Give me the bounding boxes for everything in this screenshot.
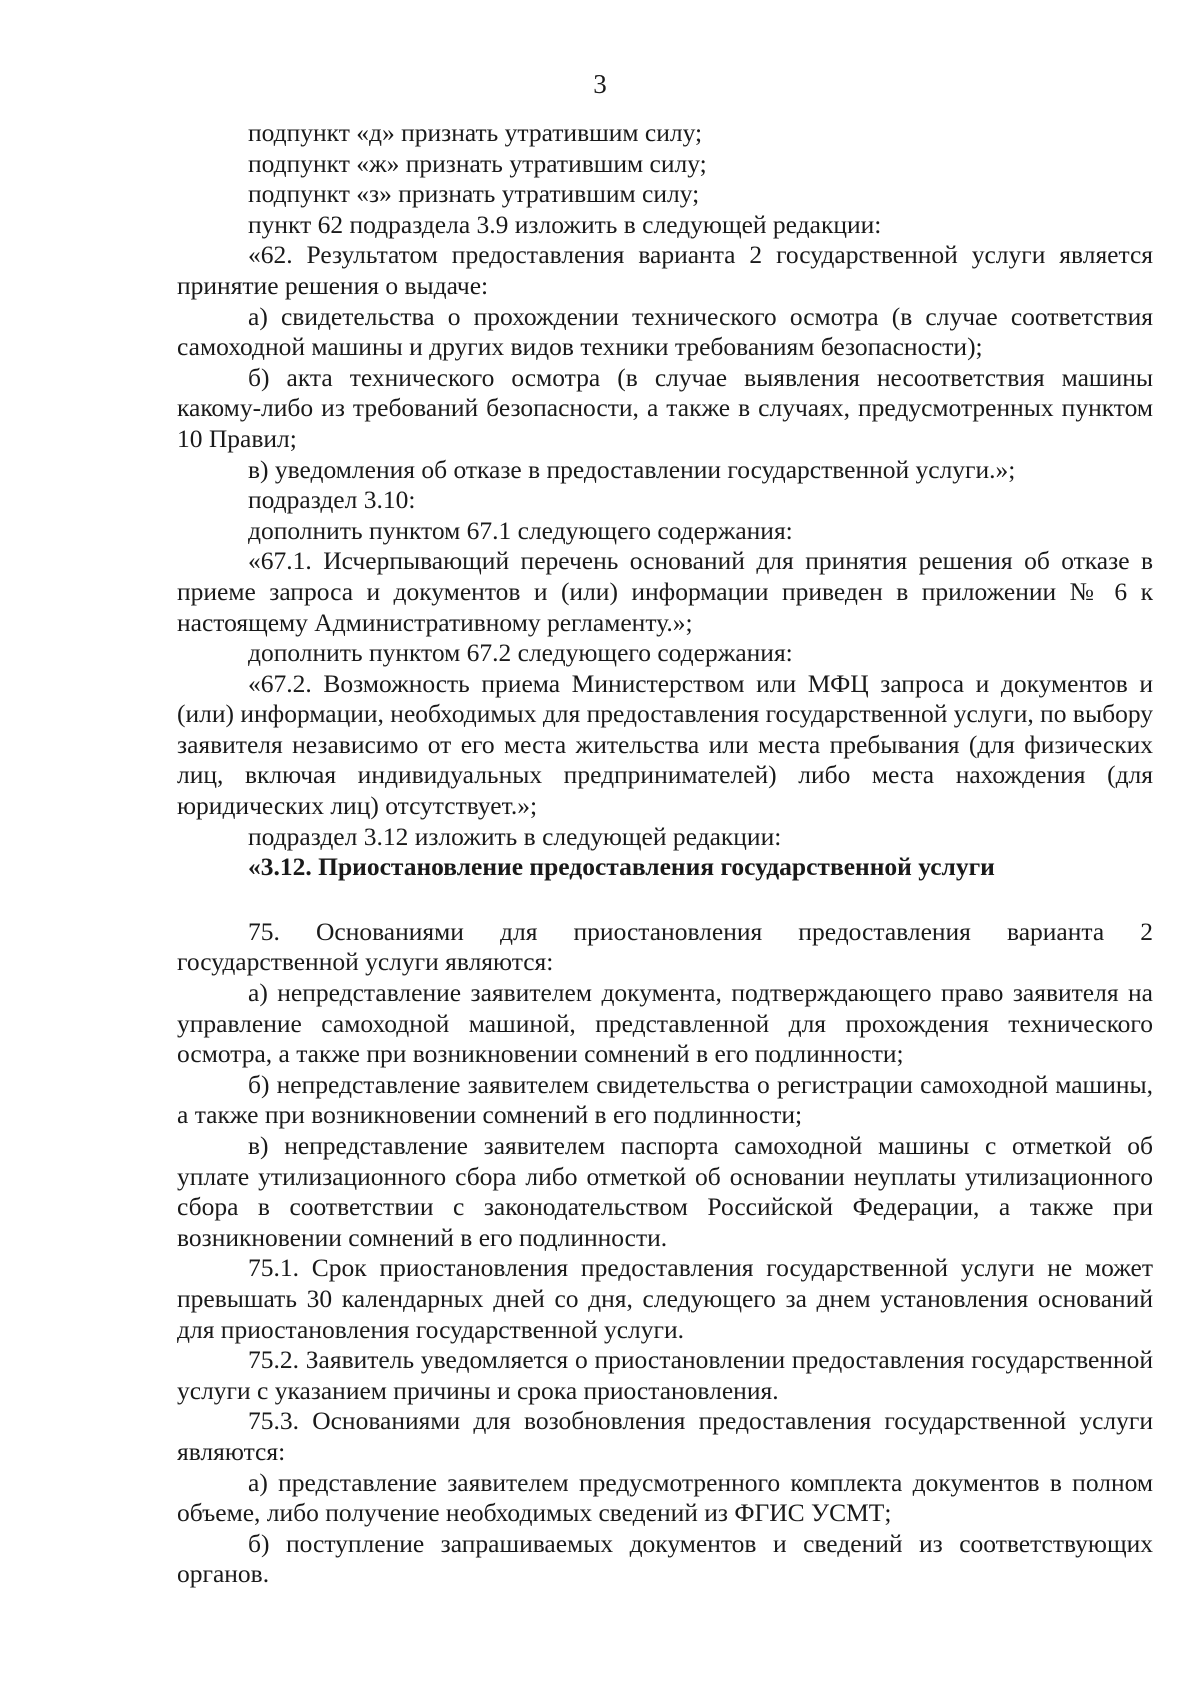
paragraph: подпункт «ж» признать утратившим силу; (248, 148, 707, 178)
paragraph: 75.3. Основаниями для возобновления предоставления государственной услуги являются: (177, 1406, 1153, 1466)
paragraph: 75. Основаниями для приостановления предоставления варианта 2 государственной услуги являются: (177, 916, 1153, 977)
paragraph: а) свидетельства о прохождении технического осмотра (в случае соответствия самоходной машины и других видов техники требованиям безопасности); (177, 301, 1153, 362)
paragraph: в) уведомления об отказе в предоставлении государственной услуги.»; (248, 454, 1016, 484)
paragraph: «67.2. Возможность приема Министерством или МФЦ запроса и документов и (или) информации, необходимых для предоставления государственной услуги, по выбору заявителя независимо от его места жительства или места пребывания (для физических лиц, включая индивидуальных предпринимателей) либо места нахождения (для юридических лиц) отсутствует.»; (177, 668, 1153, 821)
paragraph: б) поступление запрашиваемых документов и сведений из соответствующих органов. (177, 1528, 1153, 1589)
section-heading: «3.12. Приостановление предоставления государственной услуги (248, 852, 995, 882)
paragraph: а) представление заявителем предусмотренного комплекта документов в полном объеме, либо получение необходимых сведений из ФГИС УСМТ; (177, 1467, 1153, 1528)
paragraph: дополнить пунктом 67.2 следующего содержания: (248, 638, 793, 668)
paragraph: подраздел 3.12 изложить в следующей редакции: (248, 821, 782, 851)
paragraph: б) акта технического осмотра (в случае выявления несоответствия машины какому-либо из требований безопасности, а также в случаях, предусмотренных пунктом 10 Правил; (177, 362, 1153, 453)
paragraph: «67.1. Исчерпывающий перечень оснований для принятия решения об отказе в приеме запроса и документов и (или) информации приведен в приложении № 6 к настоящему Административному регламенту.»; (177, 546, 1153, 637)
page-number: 3 (593, 69, 607, 99)
paragraph: пункт 62 подраздела 3.9 изложить в следующей редакции: (248, 209, 882, 239)
document-body (177, 118, 1153, 1590)
paragraph: подпункт «з» признать утратившим силу; (248, 179, 700, 209)
paragraph: а) непредставление заявителем документа, подтверждающего право заявителя на управление самоходной машиной, представленной для прохождения технического осмотра, а также при возникновении сомнений в его подлинности; (177, 978, 1153, 1069)
paragraph: 75.2. Заявитель уведомляется о приостановлении предоставления государственной услуги с указанием причины и срока приостановления. (177, 1345, 1153, 1405)
paragraph: подраздел 3.10: (248, 485, 416, 515)
paragraph: подпункт «д» признать утратившим силу; (248, 118, 703, 147)
paragraph: в) непредставление заявителем паспорта самоходной машины с отметкой об уплате утилизационного сбора либо отметкой об основании неуплаты утилизационного сбора в соответствии с законодательством Российской Федерации, а также при возникновении сомнений в его подлинности. (177, 1131, 1153, 1252)
paragraph: б) непредставление заявителем свидетельства о регистрации самоходной машины, а также при возникновении сомнений в его подлинности; (177, 1069, 1153, 1130)
paragraph: 75.1. Срок приостановления предоставления государственной услуги не может превышать 30 календарных дней со дня, следующего за днем установления оснований для приостановления государственной услуги. (177, 1253, 1153, 1344)
paragraph: дополнить пунктом 67.1 следующего содержания: (248, 515, 793, 545)
paragraph: «62. Результатом предоставления варианта 2 государственной услуги является принятие решения о выдаче: (177, 240, 1153, 300)
